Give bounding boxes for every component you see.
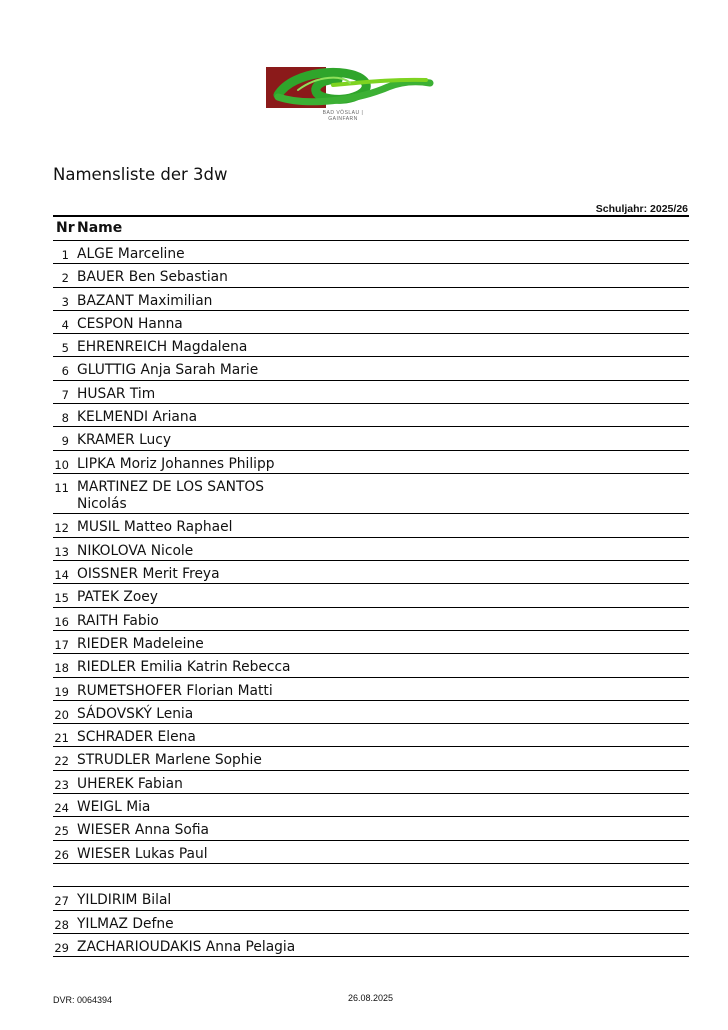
table-row [53,451,689,474]
row-number: 25 [54,824,69,839]
table-row [53,911,689,934]
table-row [53,474,689,515]
footer-dvr: DVR: 0064394 [53,995,113,1005]
table-row [53,771,689,794]
student-name: HUSAR Tim [77,385,156,402]
student-name: MUSIL Matteo Raphael [77,519,233,536]
student-name: BAZANT Maximilian [77,292,213,309]
school-logo [238,45,478,155]
row-number: 4 [61,317,69,332]
row-number: 26 [54,847,69,862]
student-name: RAITH Fabio [77,612,159,629]
row-number: 13 [54,544,69,559]
table-row [53,887,689,910]
name-list [53,241,689,957]
row-number: 23 [54,777,69,792]
row-number: 15 [54,591,69,606]
table-row [53,311,689,334]
table-row [53,701,689,724]
table-row [53,747,689,770]
student-name: MARTINEZ DE LOS SANTOS Nicolás [77,478,265,512]
table-row-empty [53,864,689,887]
student-name: ALGE Marceline [77,246,185,262]
logo-caption: BAD VÖSLAU | GAINFARN [322,110,364,122]
row-number: 27 [54,894,69,909]
table-row [53,561,689,584]
student-name: GLUTTIG Anja Sarah Marie [77,362,259,379]
table-row [53,427,689,450]
footer-date: 26.08.2025 [348,993,394,1003]
row-number: 11 [54,480,69,495]
table-row [53,264,689,287]
student-name: RUMETSHOFER Florian Matti [77,682,273,699]
top-rule [53,215,689,217]
table-row [53,288,689,311]
row-number: 5 [61,341,69,356]
student-name: RIEDER Madeleine [77,635,204,652]
row-number: 10 [54,457,69,472]
student-name: YILMAZ Defne [77,915,174,932]
table-row [53,241,689,264]
table-row [53,334,689,357]
row-number: 18 [54,661,69,676]
student-name: LIPKA Moriz Johannes Philipp [77,455,275,472]
row-number: 16 [54,614,69,629]
student-name: YILDIRIM Bilal [77,892,172,909]
student-name: KRAMER Lucy [77,432,172,449]
row-number: 12 [54,521,69,536]
student-name: RIEDLER Emilia Katrin Rebecca [77,659,291,676]
table-row [53,724,689,747]
row-number: 1 [61,248,69,262]
school-logo-graphic [238,45,478,155]
table-row [53,357,689,380]
table-header [53,218,689,240]
page-title: Namensliste der 3dw [53,165,228,184]
row-number: 29 [54,940,69,955]
table-row [53,538,689,561]
student-name: PATEK Zoey [77,589,158,606]
student-name: WEIGL Mia [77,799,151,816]
table-row [53,794,689,817]
student-name: WIESER Lukas Paul [77,845,208,862]
row-number: 2 [61,271,69,286]
table-row [53,654,689,677]
table-row [53,631,689,654]
table-row [53,404,689,427]
row-number: 9 [61,434,69,449]
table-row [53,381,689,404]
column-header-nr: Nr [56,220,75,236]
student-name: SÁDOVSKÝ Lenia [77,705,194,722]
row-number: 22 [54,754,69,769]
student-name: EHRENREICH Magdalena [77,339,248,356]
row-number: 14 [54,568,69,583]
table-row [53,608,689,631]
student-name: ZACHARIOUDAKIS Anna Pelagia [77,938,296,955]
row-number: 28 [54,917,69,932]
table-row [53,584,689,607]
table-row [53,841,689,864]
table-row [53,514,689,537]
row-number: 7 [61,387,69,402]
schoolyear-label: Schuljahr: 2025/26 [595,203,688,215]
row-number: 6 [61,364,69,379]
row-number: 8 [61,411,69,426]
row-number: 19 [54,684,69,699]
student-name: SCHRADER Elena [77,729,196,746]
row-number: 3 [61,294,69,309]
row-number: 17 [54,637,69,652]
column-header-name: Name [77,220,123,236]
student-name: CESPON Hanna [77,315,183,332]
row-number: 24 [54,801,69,816]
student-name: UHEREK Fabian [77,775,183,792]
table-row [53,817,689,840]
student-name: BAUER Ben Sebastian [77,269,228,286]
student-name: STRUDLER Marlene Sophie [77,752,262,769]
student-name: WIESER Anna Sofia [77,822,209,839]
table-row [53,934,689,957]
student-name: KELMENDI Ariana [77,409,198,426]
student-name: OISSNER Merit Freya [77,566,220,583]
student-name: NIKOLOVA Nicole [77,542,194,559]
row-number: 20 [54,707,69,722]
table-row [53,678,689,701]
row-number: 21 [54,731,69,746]
